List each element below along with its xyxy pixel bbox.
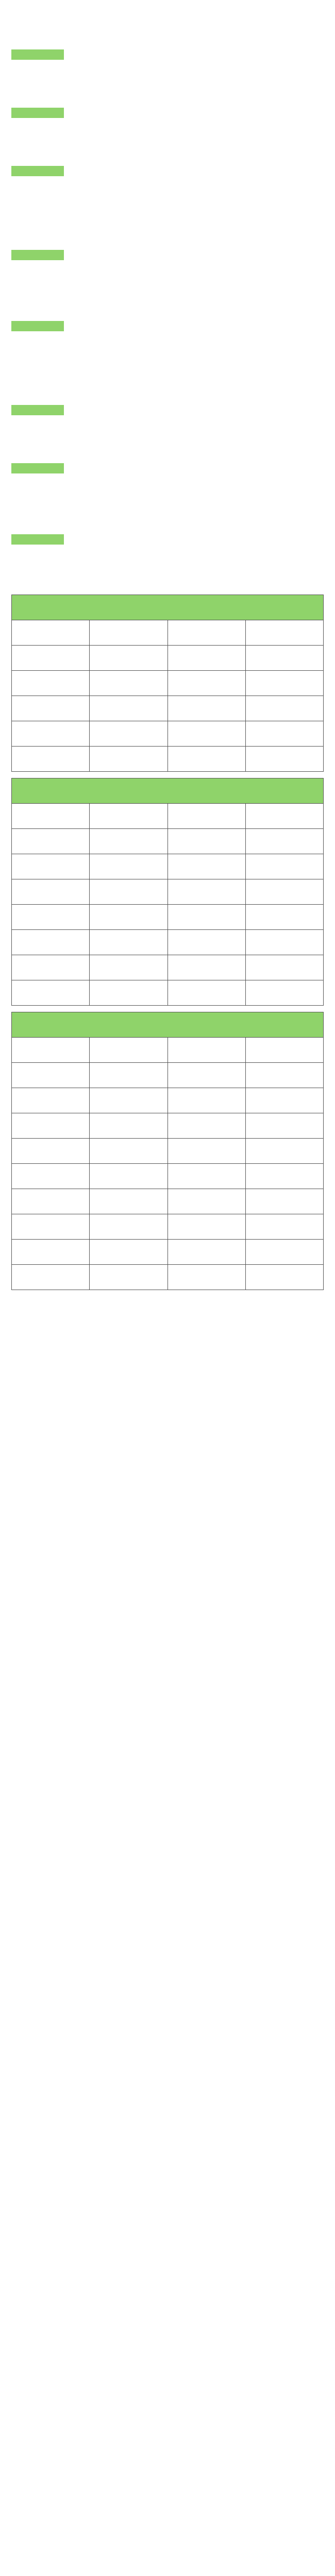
table-cell bbox=[90, 1164, 167, 1189]
section-paragraph bbox=[11, 549, 324, 560]
section-paragraph bbox=[11, 232, 324, 243]
table-cell bbox=[167, 804, 245, 829]
table-cell bbox=[167, 620, 245, 646]
section-paragraph bbox=[11, 375, 324, 385]
table-cell bbox=[167, 1164, 245, 1189]
section-paragraph bbox=[11, 562, 324, 572]
table-row bbox=[12, 1088, 324, 1113]
table-row bbox=[12, 1265, 324, 1290]
table-cell bbox=[12, 1265, 90, 1290]
table-cell bbox=[245, 980, 323, 1006]
table-row bbox=[12, 905, 324, 930]
table-cell bbox=[245, 1113, 323, 1139]
table-cell bbox=[12, 955, 90, 980]
section-paragraph bbox=[11, 478, 324, 488]
section bbox=[11, 108, 324, 159]
table-cell bbox=[167, 1063, 245, 1088]
table-cell bbox=[167, 980, 245, 1006]
table-cell bbox=[12, 980, 90, 1006]
table-cell bbox=[245, 1139, 323, 1164]
section-paragraph bbox=[11, 135, 324, 146]
table-cell bbox=[12, 1189, 90, 1214]
table-cell bbox=[167, 1113, 245, 1139]
table-cell bbox=[245, 854, 323, 879]
section-paragraph bbox=[11, 349, 324, 359]
table-cell bbox=[12, 879, 90, 905]
section-paragraph bbox=[11, 64, 324, 75]
section-paragraph bbox=[11, 362, 324, 372]
table-row bbox=[12, 955, 324, 980]
table-cell bbox=[245, 620, 323, 646]
table-cell bbox=[245, 747, 323, 772]
table-cell bbox=[90, 620, 167, 646]
table-cell bbox=[245, 1088, 323, 1113]
table-cell bbox=[12, 1113, 90, 1139]
table-cell bbox=[245, 1189, 323, 1214]
table-cell bbox=[245, 829, 323, 854]
table-cell bbox=[12, 747, 90, 772]
table-row bbox=[12, 930, 324, 955]
table-cell bbox=[90, 747, 167, 772]
table-cell bbox=[245, 1038, 323, 1063]
schedule-tables bbox=[11, 595, 324, 1290]
table-cell bbox=[12, 829, 90, 854]
table-cell bbox=[90, 721, 167, 747]
table-row bbox=[12, 1113, 324, 1139]
section-paragraph bbox=[11, 181, 324, 191]
table-cell bbox=[167, 1038, 245, 1063]
section bbox=[11, 250, 324, 314]
table-cell bbox=[12, 804, 90, 829]
section-paragraph bbox=[11, 303, 324, 314]
table-cell bbox=[90, 1139, 167, 1164]
table-row bbox=[12, 696, 324, 721]
section-heading bbox=[11, 250, 64, 260]
table-row bbox=[12, 1164, 324, 1189]
table-cell bbox=[90, 646, 167, 671]
table-cell bbox=[245, 646, 323, 671]
section-paragraph bbox=[11, 291, 324, 301]
table-row bbox=[12, 721, 324, 747]
table-cell bbox=[90, 1214, 167, 1240]
table-row bbox=[12, 1139, 324, 1164]
table-cell bbox=[167, 854, 245, 879]
section bbox=[11, 49, 324, 100]
table-cell bbox=[245, 1265, 323, 1290]
table-cell bbox=[245, 804, 323, 829]
section-paragraph bbox=[11, 194, 324, 204]
table-row bbox=[12, 829, 324, 854]
section bbox=[11, 534, 324, 585]
table-row bbox=[12, 854, 324, 879]
table-cell bbox=[245, 879, 323, 905]
section-paragraph bbox=[11, 446, 324, 456]
table-cell bbox=[167, 1088, 245, 1113]
section-heading bbox=[11, 534, 64, 545]
section-paragraph bbox=[11, 433, 324, 443]
section-heading bbox=[11, 405, 64, 415]
table-cell bbox=[167, 747, 245, 772]
table-cell bbox=[167, 955, 245, 980]
section-list bbox=[11, 49, 324, 585]
table-caption bbox=[12, 595, 324, 620]
table-cell bbox=[245, 1214, 323, 1240]
table-row bbox=[12, 1063, 324, 1088]
table-cell bbox=[90, 804, 167, 829]
table-cell bbox=[90, 1038, 167, 1063]
table-caption bbox=[12, 778, 324, 804]
table-cell bbox=[12, 696, 90, 721]
table-cell bbox=[167, 1214, 245, 1240]
table-cell bbox=[12, 1038, 90, 1063]
table-row bbox=[12, 879, 324, 905]
section-paragraph bbox=[11, 504, 324, 514]
table-row bbox=[12, 646, 324, 671]
table-row bbox=[12, 1189, 324, 1214]
table-row bbox=[12, 1038, 324, 1063]
table-row bbox=[12, 671, 324, 696]
table-cell bbox=[90, 696, 167, 721]
table-cell bbox=[245, 696, 323, 721]
section-paragraph bbox=[11, 575, 324, 585]
section-paragraph bbox=[11, 387, 324, 398]
table-cell bbox=[12, 721, 90, 747]
table-row bbox=[12, 804, 324, 829]
section bbox=[11, 405, 324, 456]
table-cell bbox=[167, 1139, 245, 1164]
table-row bbox=[12, 620, 324, 646]
table-cell bbox=[12, 671, 90, 696]
table-cell bbox=[90, 829, 167, 854]
section bbox=[11, 463, 324, 527]
table-cell bbox=[90, 930, 167, 955]
table-cell bbox=[12, 1063, 90, 1088]
section-heading bbox=[11, 463, 64, 473]
table-cell bbox=[245, 671, 323, 696]
table-row bbox=[12, 747, 324, 772]
section bbox=[11, 166, 324, 243]
table-cell bbox=[167, 1240, 245, 1265]
table-cell bbox=[167, 930, 245, 955]
table-cell bbox=[90, 1063, 167, 1088]
table-cell bbox=[245, 955, 323, 980]
table-cell bbox=[12, 854, 90, 879]
table-cell bbox=[245, 1164, 323, 1189]
table-cell bbox=[90, 1265, 167, 1290]
table-cell bbox=[167, 1189, 245, 1214]
table-cell bbox=[12, 1088, 90, 1113]
table-cell bbox=[90, 1240, 167, 1265]
table-cell bbox=[167, 696, 245, 721]
table-cell bbox=[90, 980, 167, 1006]
table-cell bbox=[167, 671, 245, 696]
table-cell bbox=[12, 1139, 90, 1164]
section-heading bbox=[11, 49, 64, 60]
table-cell bbox=[90, 1113, 167, 1139]
table-cell bbox=[167, 905, 245, 930]
section-paragraph bbox=[11, 207, 324, 217]
schedule-table bbox=[11, 1012, 324, 1290]
table-cell bbox=[167, 646, 245, 671]
table-cell bbox=[167, 1265, 245, 1290]
table-cell bbox=[167, 829, 245, 854]
table-cell bbox=[90, 879, 167, 905]
section-paragraph bbox=[11, 491, 324, 501]
table-cell bbox=[12, 1164, 90, 1189]
section-paragraph bbox=[11, 123, 324, 133]
table-row bbox=[12, 1240, 324, 1265]
table-cell bbox=[167, 721, 245, 747]
table-cell bbox=[90, 905, 167, 930]
document-subtitle bbox=[11, 32, 324, 40]
table-cell bbox=[245, 905, 323, 930]
table-cell bbox=[90, 1189, 167, 1214]
table-caption bbox=[12, 1012, 324, 1038]
table-row bbox=[12, 980, 324, 1006]
table-cell bbox=[245, 1240, 323, 1265]
table-cell bbox=[245, 721, 323, 747]
section-heading bbox=[11, 321, 64, 331]
document-title bbox=[11, 18, 324, 29]
section-paragraph bbox=[11, 265, 324, 275]
section-heading bbox=[11, 108, 64, 118]
schedule-table bbox=[11, 778, 324, 1006]
section-paragraph bbox=[11, 219, 324, 230]
table-cell bbox=[167, 879, 245, 905]
section-paragraph bbox=[11, 148, 324, 159]
table-cell bbox=[12, 905, 90, 930]
table-cell bbox=[90, 854, 167, 879]
table-cell bbox=[12, 1214, 90, 1240]
table-cell bbox=[90, 671, 167, 696]
section-paragraph bbox=[11, 336, 324, 346]
section-heading bbox=[11, 166, 64, 176]
schedule-table bbox=[11, 595, 324, 772]
table-cell bbox=[12, 930, 90, 955]
section-paragraph bbox=[11, 517, 324, 527]
table-cell bbox=[245, 930, 323, 955]
section-paragraph bbox=[11, 77, 324, 88]
table-cell bbox=[90, 1088, 167, 1113]
section-paragraph bbox=[11, 420, 324, 430]
section-paragraph bbox=[11, 90, 324, 100]
table-cell bbox=[12, 1240, 90, 1265]
section bbox=[11, 321, 324, 398]
table-cell bbox=[12, 646, 90, 671]
table-cell bbox=[12, 620, 90, 646]
table-cell bbox=[90, 955, 167, 980]
table-cell bbox=[245, 1063, 323, 1088]
table-row bbox=[12, 1214, 324, 1240]
section-paragraph bbox=[11, 278, 324, 288]
